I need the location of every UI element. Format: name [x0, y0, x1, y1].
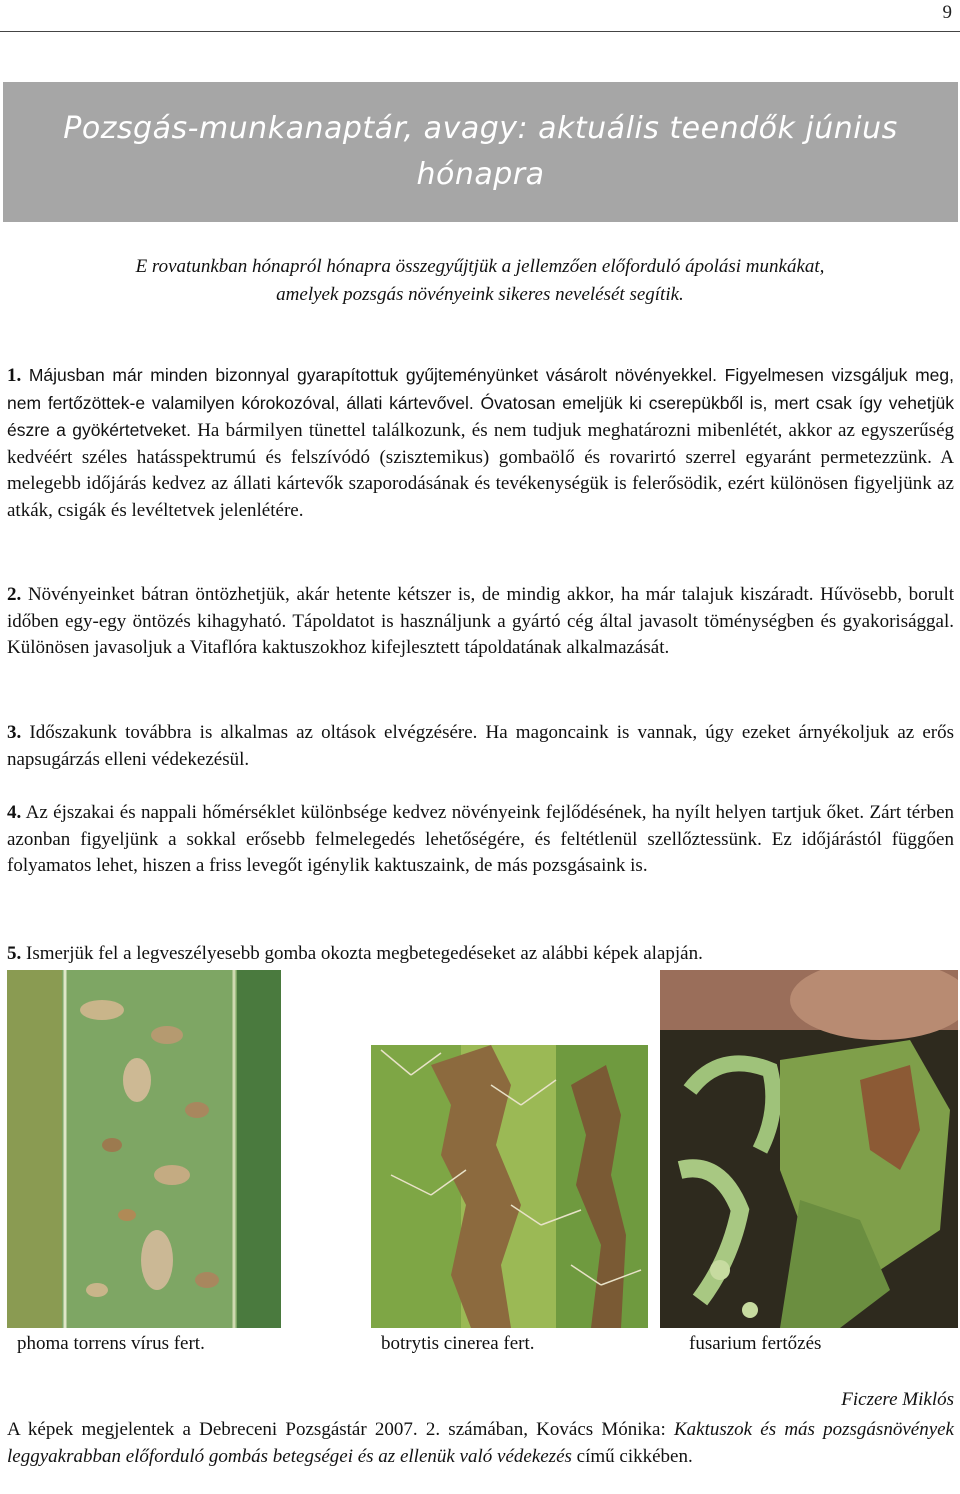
section-2 [7, 582, 954, 662]
intro-text [0, 253, 960, 309]
source-suffix: című cikkében. [571, 1446, 693, 1467]
section-3-text: Időszakunk továbbra is alkalmas az oltások elvégzésére. Ha magoncaink is vannak, úgy ezeket árnyékoljuk az erős napsugárzás elleni védekezésül. [7, 722, 955, 770]
author: Ficzere Miklós [841, 1389, 954, 1410]
page-number: 9 [942, 2, 952, 23]
section-5-text: Ismerjük fel a legveszélyesebb gomba okozta megbetegedéseket az alábbi képek alapján. [26, 943, 703, 964]
section-1 [7, 362, 954, 524]
photo-botrytis [371, 1045, 648, 1328]
article-title: Pozsgás-munkanaptár, avagy: aktuális teendők június hónapra [63, 111, 898, 192]
section-1-text-b: Ha bármilyen tünettel találkozunk, és nem tudjuk meghatározni mibenlétét, akkor az egyszerűség kedvéért széles hatásspektrumú és felszívódó (szisztemikus) gombaölő és rovarirtó szerrel egyaránt permetezzünk. A melegebb időjárás kedvez az állati kártevők szaporodásának és tevékenységük is felerősödik, ezért különösen figyeljünk az atkák, csigák és levéltetvek jelenlétére. [7, 420, 955, 521]
intro-line-2: amelyek pozsgás növényeink sikeres nevelését segítik. [276, 284, 684, 305]
section-1-text-a: Májusban már minden bizonnyal gyarapítottuk gyűjteményünket vásárolt növényekkel. Figyelmesen vizsgáljuk meg, nem fertőzöttek-e valamilyen kórokozóval, állati kártevővel. Óvatosan emeljük ki cserepükből is, mert csak így vehetjük észre a gyökértetveket. [7, 365, 955, 440]
section-4 [7, 800, 954, 880]
title-banner [3, 82, 958, 222]
photo-fusarium [660, 970, 958, 1328]
source-article-title: Kaktuszok és más pozsgásnövények leggyakrabban előforduló gombás betegségei és az ellenük való védekezés [7, 1419, 954, 1467]
section-5 [7, 941, 954, 968]
photo-phoma [7, 970, 281, 1328]
caption-phoma: phoma torrens vírus fert. [17, 1333, 205, 1354]
section-5-number: 5. [7, 943, 22, 964]
source-prefix: A képek megjelentek a Debreceni Pozsgástár 2007. 2. számában, Kovács Mónika: [7, 1419, 674, 1440]
header-rule [0, 31, 960, 32]
intro-line-1: E rovatunkban hónapról hónapra összegyűjtjük a jellemzően előforduló ápolási munkákat, [135, 256, 825, 277]
image-source [7, 1416, 954, 1470]
caption-botrytis: botrytis cinerea fert. [381, 1333, 535, 1354]
section-2-number: 2. [7, 584, 22, 605]
section-3-number: 3. [7, 722, 22, 743]
section-3 [7, 720, 954, 773]
caption-fusarium: fusarium fertőzés [689, 1333, 822, 1354]
section-2-text: Növényeinket bátran öntözhetjük, akár hetente kétszer is, de mindig akkor, ha már talajuk kiszáradt. Hűvösebb, borult időben egy-egy öntözés kihagyható. Tápoldatot is használjunk a gyártó cég által javasolt töménységben és gyakorisággal. Különösen javasoljuk a Vitaflóra kaktuszokhoz kifejlesztett tápoldatának alkalmazását. [7, 584, 955, 658]
section-1-number: 1. [7, 365, 22, 386]
section-4-number: 4. [7, 802, 22, 823]
section-4-text: Az éjszakai és nappali hőmérséklet különbsége kedvez növényeink fejlődésének, ha nyílt helyen tartjuk őket. Zárt térben azonban figyeljünk a sokkal erősebb felmelegedés lehetőségére, és feltétlenül szellőztessünk. Ez időjárástól függően folyamatos lehet, hiszen a friss levegőt igénylik kaktuszaink, de más pozsgásaink is. [7, 802, 954, 876]
